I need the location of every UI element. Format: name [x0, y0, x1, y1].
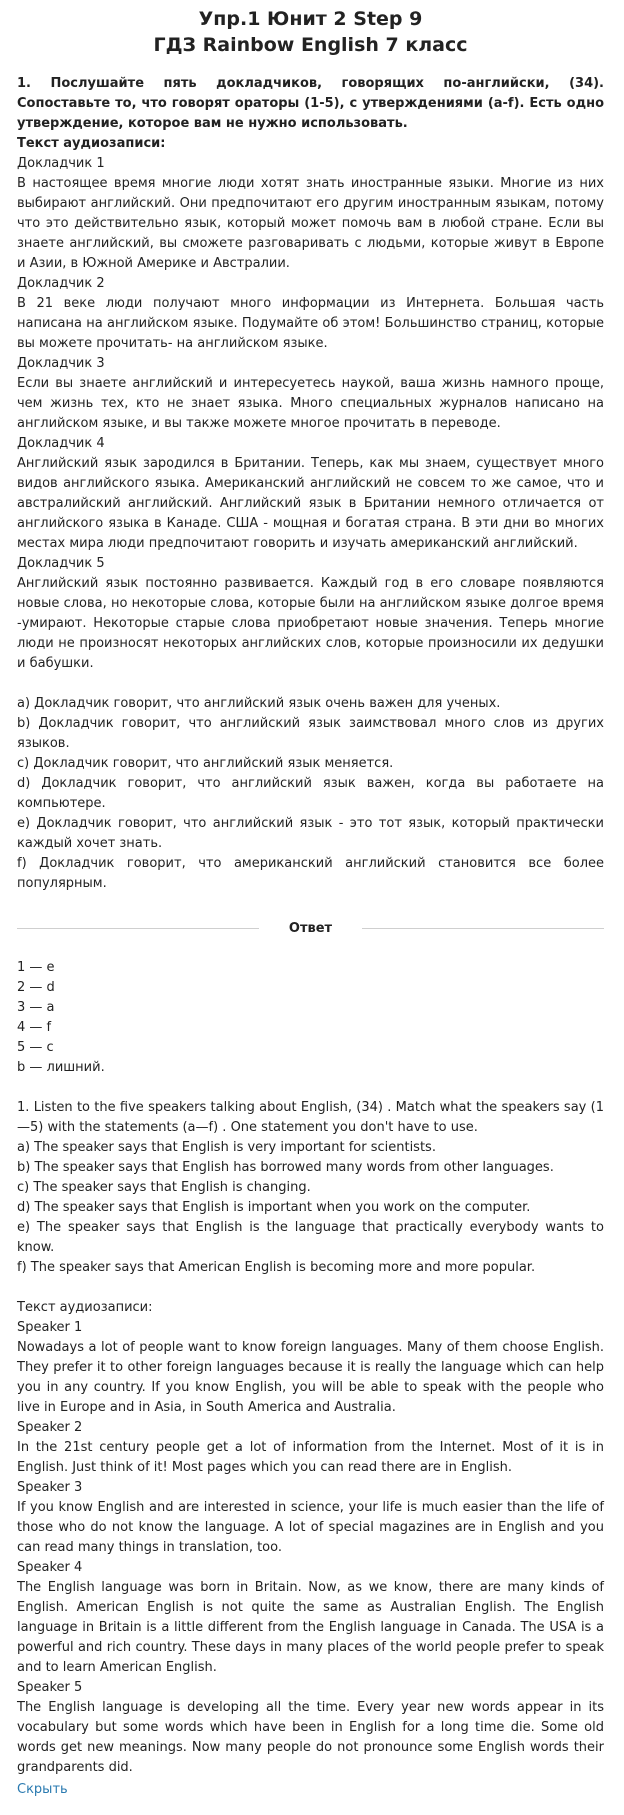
options-ru: [17, 694, 604, 894]
option-item: f) Докладчик говорит, что американский английский становится все более популярным.: [17, 856, 604, 891]
divider-line-left: [17, 928, 259, 929]
speaker-text: Английский язык зародился в Британии. Теперь, как мы знаем, существует много видов английского языка. Американский английский не совсем то же самое, что и австралийский английский. Английский язык в Британии немного отличается от английского языка в Канаде. США - мощная и богатая страна. В эти дни во многих местах мира люди предпочитают говорить и изучать американский английский.: [17, 456, 604, 551]
divider-line-right: [362, 928, 604, 929]
answer-item: 2 — d: [17, 980, 55, 995]
speaker-text-en: If you know English and are interested in science, your life is much easier than the life of those who do not know the language. A lot of special magazines are in English and you can read many things in translation, too.: [17, 1500, 604, 1555]
speaker-label: Докладчик 1: [17, 156, 105, 171]
speaker-text: Если вы знаете английский и интересуетесь наукой, ваша жизнь намного проще, чем жизнь тех, кто не знает языка. Много специальных журналов написано на английском языке, и вы также можете многое прочитать в переводе.: [17, 376, 604, 431]
option-item-en: c) The speaker says that English is changing.: [17, 1180, 311, 1195]
speaker-label: Докладчик 3: [17, 356, 105, 371]
title-line-2: ГДЗ Rainbow English 7 класс: [153, 34, 468, 56]
task-heading-en: 1. Listen to the five speakers talking about English, (34) . Match what the speakers say (1—5) with the statements (a—f) . One statement you don't have to use.: [17, 1100, 604, 1135]
option-item-en: b) The speaker says that English has borrowed many words from other languages.: [17, 1160, 554, 1175]
speaker-text-en: The English language is developing all the time. Every year new words appear in its vocabulary but some words which have been in English for a long time die. Some old words get new meanings. Now many people do not pronounce some English words their grandparents did.: [17, 1700, 604, 1775]
answer-heading: Ответ: [288, 921, 333, 936]
hide-answer-link[interactable]: Скрыть: [17, 1782, 68, 1797]
page: [0, 4, 624, 1800]
speaker-text-en: Nowadays a lot of people want to know foreign languages. Many of them choose English. They prefer it to other foreign languages because it is really the language which can help you in any country. If you know English, you will be able to speak with the people who live in Europe and in Asia, in South America and Australia.: [17, 1340, 604, 1415]
speaker-text-en: In the 21st century people get a lot of information from the Internet. Most of it is in English. Just think of it! Most pages which you can read there are in English.: [17, 1440, 604, 1475]
speaker-label-en: Speaker 2: [17, 1420, 83, 1435]
transcript-label-en: Текст аудиозаписи:: [17, 1300, 153, 1315]
option-item: b) Докладчик говорит, что английский язык заимствовал много слов из других языков.: [17, 716, 604, 751]
option-item: c) Докладчик говорит, что английский язык меняется.: [17, 756, 394, 771]
title-line-1: Упр.1 Юнит 2 Step 9: [198, 8, 423, 30]
transcript-ru: [17, 154, 604, 674]
speaker-text: В 21 веке люди получают много информации из Интернета. Большая часть написана на английском языке. Подумайте об этом! Большинство страниц, которые вы можете прочитать- на английском языке.: [17, 296, 604, 351]
answer-item: 5 — c: [17, 1040, 54, 1055]
option-item-en: e) The speaker says that English is the language that practically everybody wants to know.: [17, 1220, 604, 1255]
page-title: [17, 4, 604, 58]
answer-divider: [17, 921, 604, 936]
speaker-label: Докладчик 4: [17, 436, 105, 451]
answer-item: b — лишний.: [17, 1060, 105, 1075]
task-heading-ru: 1. Послушайте пять докладчиков, говорящих по-английски, (34). Сопоставьте то, что говорят ораторы (1-5), с утверждениями (a-f). Есть одно утверждение, которое вам не нужно использовать.: [17, 76, 604, 131]
transcript-en: [17, 1298, 604, 1778]
speaker-label-en: Speaker 4: [17, 1560, 83, 1575]
speaker-text: В настоящее время многие люди хотят знать иностранные языки. Многие из них выбирают английский. Они предпочитают его другим иностранным языкам, потому что это действительно язык, который может помочь вам в любой стране. Если вы знаете английский, вы сможете разговаривать с людьми, которые живут в Европе и Азии, в Южной Америке и Австралии.: [17, 176, 604, 271]
answer-item: 1 — e: [17, 960, 55, 975]
speaker-label-en: Speaker 5: [17, 1680, 83, 1695]
speaker-text: Английский язык постоянно развивается. Каждый год в его словаре появляются новые слова, но некоторые слова, которые были на английском языке долгое время -умирают. Некоторые старые слова приобретают новые значения. Теперь многие люди не произносят некоторых английских слов, которые произносили их дедушки и бабушки.: [17, 576, 604, 671]
option-item-en: a) The speaker says that English is very important for scientists.: [17, 1140, 436, 1155]
answer-item: 3 — a: [17, 1000, 55, 1015]
speaker-text-en: The English language was born in Britain. Now, as we know, there are many kinds of English. American English is not quite the same as Australian English. The English language in Britain is a little different from the English language in Canada. The USA is a powerful and rich country. These days in many places of the world people prefer to speak and to learn American English.: [17, 1580, 604, 1675]
option-item-en: d) The speaker says that English is important when you work on the computer.: [17, 1200, 531, 1215]
answers-list: [17, 958, 604, 1078]
speaker-label-en: Speaker 3: [17, 1480, 83, 1495]
task-en: [17, 1098, 604, 1278]
option-item-en: f) The speaker says that American English is becoming more and more popular.: [17, 1260, 536, 1275]
option-item: d) Докладчик говорит, что английский язык важен, когда вы работаете на компьютере.: [17, 776, 604, 811]
transcript-label-ru: Текст аудиозаписи:: [17, 136, 166, 151]
speaker-label: Докладчик 2: [17, 276, 105, 291]
speaker-label-en: Speaker 1: [17, 1320, 83, 1335]
option-item: e) Докладчик говорит, что английский язык - это тот язык, который практически каждый хочет знать.: [17, 816, 604, 851]
option-item: a) Докладчик говорит, что английский язык очень важен для ученых.: [17, 696, 501, 711]
speaker-label: Докладчик 5: [17, 556, 105, 571]
answer-item: 4 — f: [17, 1020, 52, 1035]
